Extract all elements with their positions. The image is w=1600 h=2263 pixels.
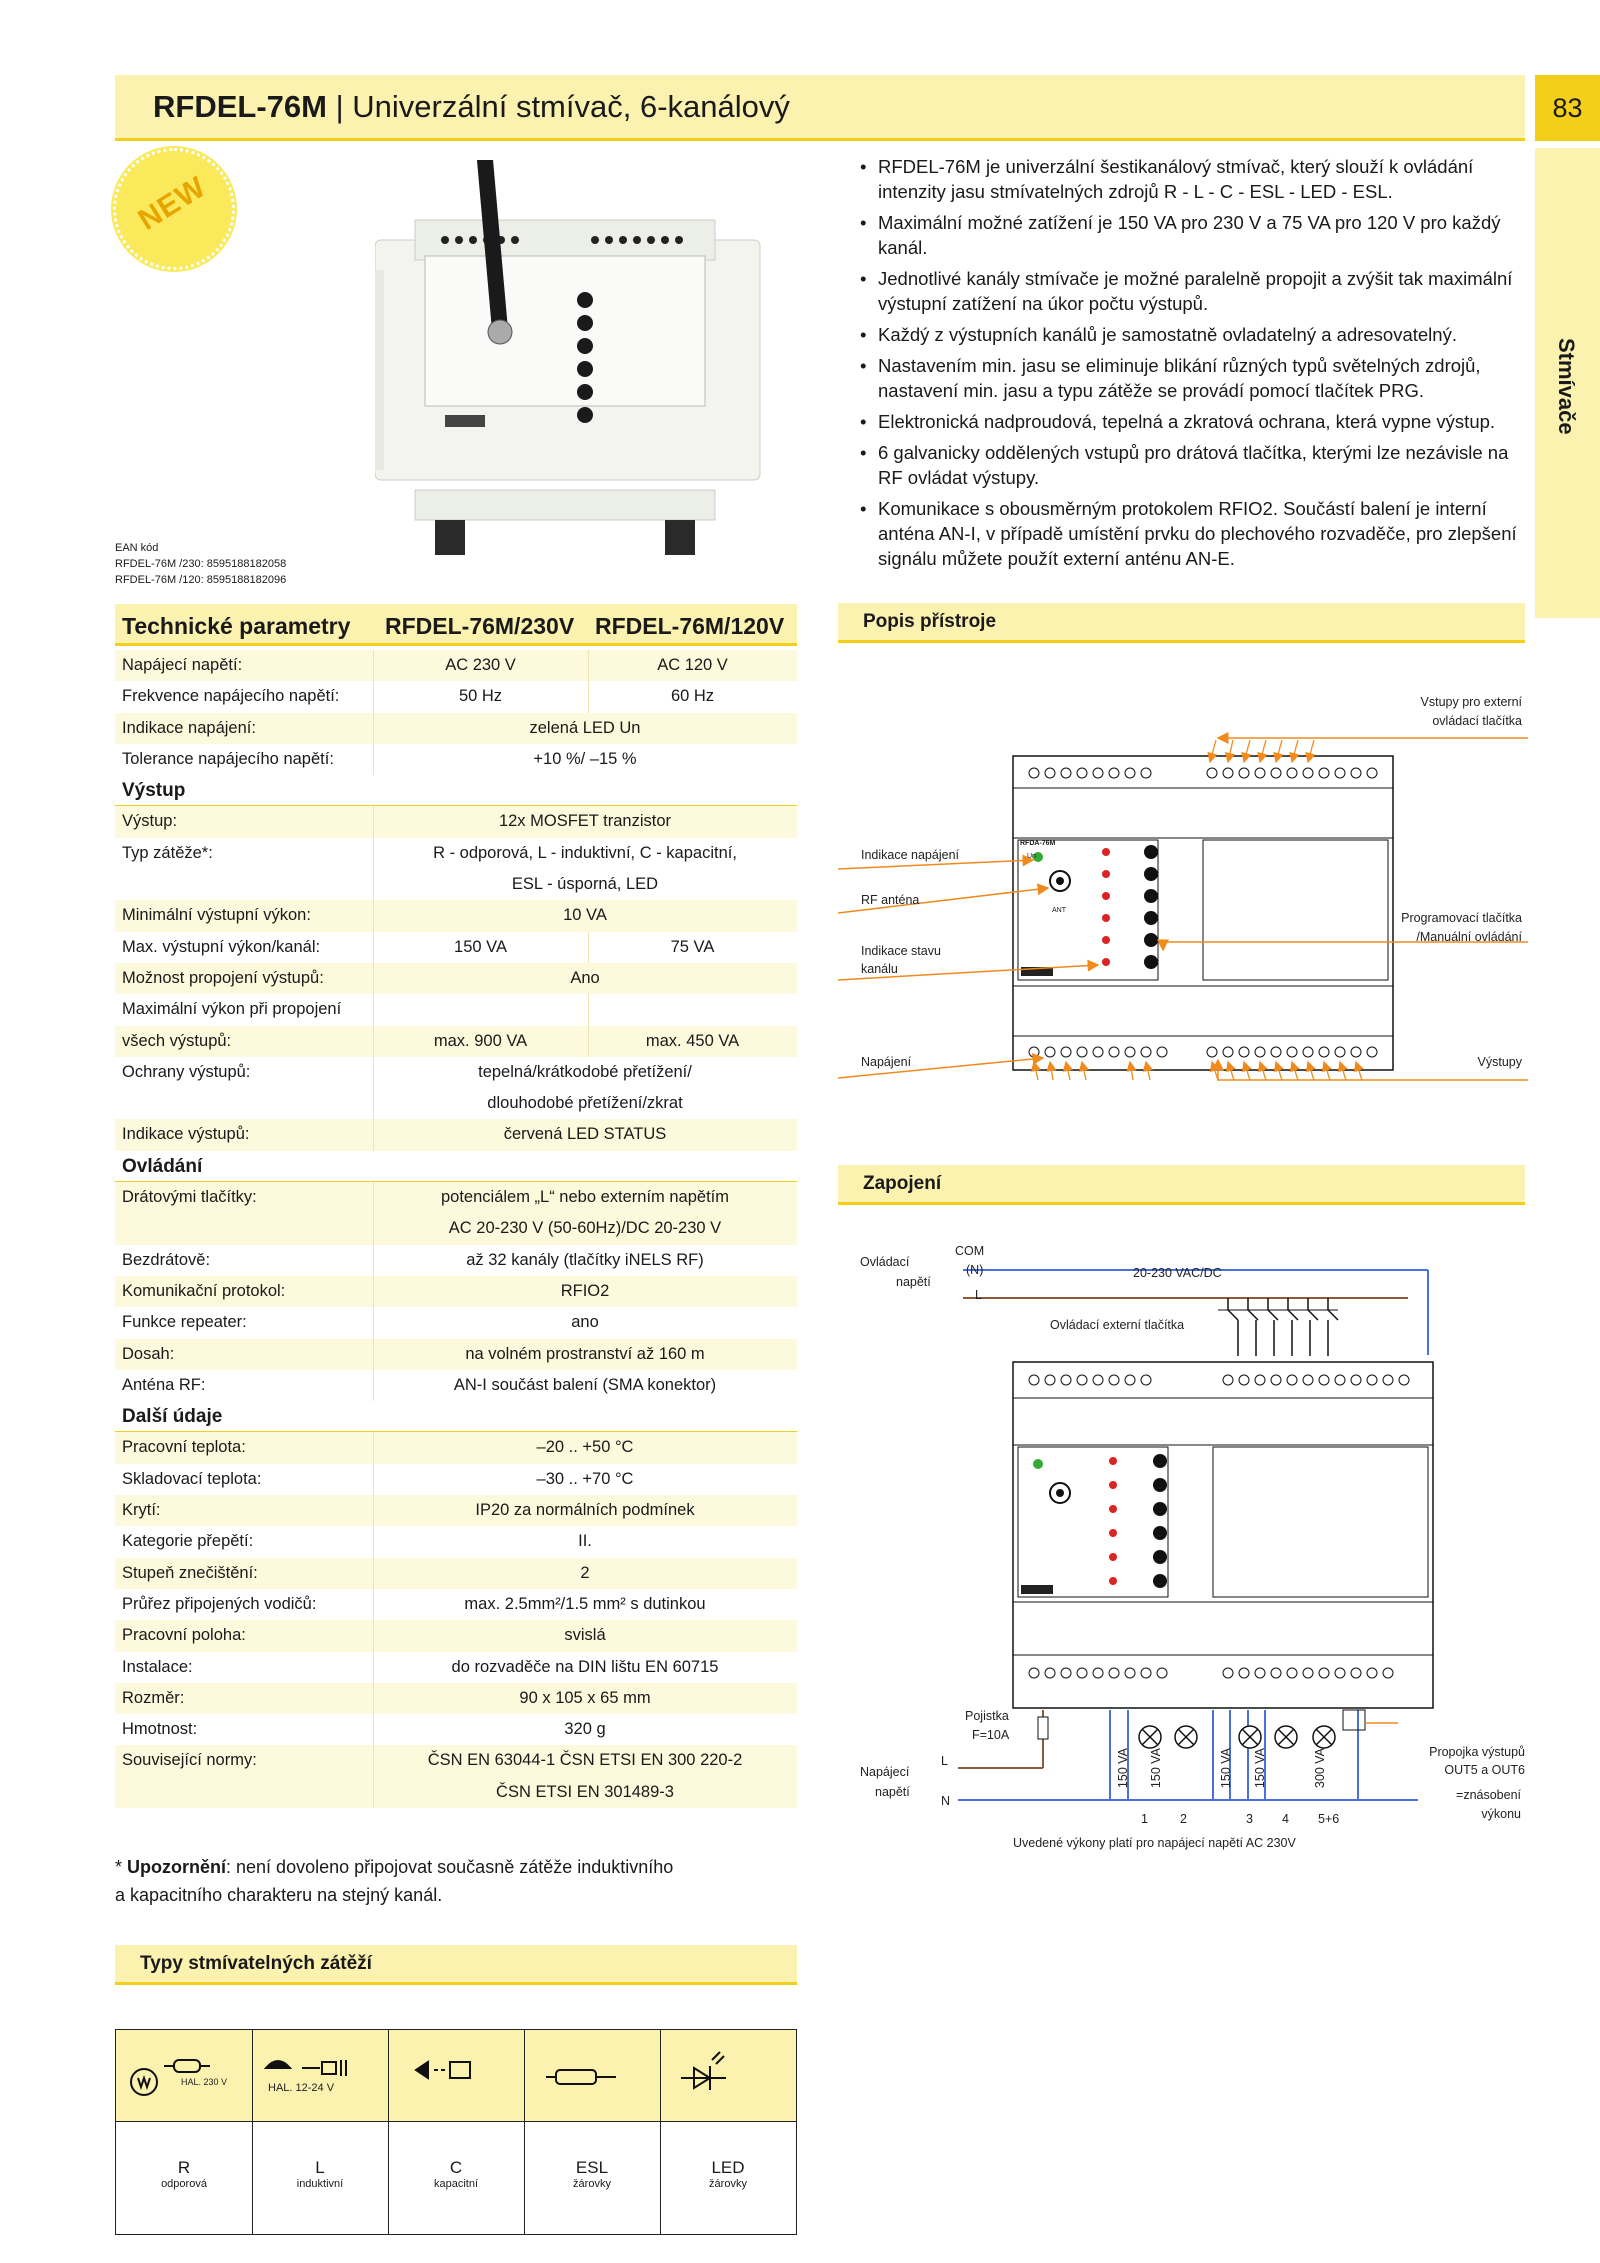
label-supply: Napájecí xyxy=(860,1765,910,1779)
channel-number: 3 xyxy=(1246,1812,1253,1826)
table-row: Ochrany výstupů: tepelná/krátkodobé přetížení/ xyxy=(115,1057,797,1088)
feature-item: • Elektronická nadproudová, tepelná a zkratová ochrana, která vypne výstup. xyxy=(858,409,1523,434)
table-row: Kategorie přepětí: II. xyxy=(115,1526,797,1557)
va-label: 300 VA xyxy=(1313,1748,1327,1789)
table-row: Funkce repeater: ano xyxy=(115,1307,797,1338)
table-row: Krytí: IP20 za normálních podmínek xyxy=(115,1495,797,1526)
load-type-1: L induktivní xyxy=(296,2158,344,2190)
page-title: RFDEL-76M | Univerzální stmívač, 6-kanálový xyxy=(153,89,790,124)
load-type-4: LED žárovky xyxy=(709,2158,747,2190)
table-row: Pracovní teplota: –20 .. +50 °C xyxy=(115,1432,797,1463)
table-row: Rozměr: 90 x 105 x 65 mm xyxy=(115,1683,797,1714)
page-number: 83 xyxy=(1535,75,1600,141)
table-row: Maximální výkon při propojení xyxy=(115,994,797,1025)
wiring-footer: Uvedené výkony platí pro napájecí napětí AC 230V xyxy=(1013,1836,1296,1850)
table-row: Související normy: ČSN EN 63044-1 ČSN ETSI EN 300 220-2 xyxy=(115,1745,797,1776)
table-row: ESL - úsporná, LED xyxy=(115,869,797,900)
table-row: Ovládání xyxy=(115,1151,797,1182)
load-symbols xyxy=(116,2030,798,2122)
va-label: 150 VA xyxy=(1253,1748,1267,1789)
va-label: 150 VA xyxy=(1116,1748,1130,1789)
table-row: Anténa RF: AN-I součást balení (SMA konektor) xyxy=(115,1370,797,1401)
table-row: Indikace výstupů: červená LED STATUS xyxy=(115,1119,797,1150)
zapojeni-title: Zapojení xyxy=(838,1165,1525,1205)
label-power: Napájení xyxy=(861,1055,912,1069)
label-control-voltage: Ovládací xyxy=(860,1255,910,1269)
table-row: Skladovací teplota: –30 .. +70 °C xyxy=(115,1464,797,1495)
table-row: Tolerance napájecího napětí: +10 %/ –15 % xyxy=(115,744,797,775)
table-row: Napájecí napětí: AC 230 V AC 120 V xyxy=(115,650,797,681)
feature-item: • Jednotlivé kanály stmívače je možné paralelně propojit a zvýšit tak maximální výstupní zatížení na úkor počtu výstupů. xyxy=(858,266,1523,316)
table-row: Frekvence napájecího napětí: 50 Hz 60 Hz xyxy=(115,681,797,712)
va-label: 150 VA xyxy=(1219,1748,1233,1789)
channel-number: 1 xyxy=(1141,1812,1148,1826)
device-description-diagram xyxy=(838,680,1528,1090)
product-photo xyxy=(375,160,765,560)
table-row: AC 20-230 V (50-60Hz)/DC 20-230 V xyxy=(115,1213,797,1244)
channel-number: 4 xyxy=(1282,1812,1289,1826)
page-header xyxy=(115,75,1525,141)
loads-table: HAL. 230 V HAL. 12-24 V R odporová L induktivní C kapacitní ESL žárovky LED žárovky xyxy=(115,2029,797,2235)
label-rf-antenna: RF anténa xyxy=(861,893,920,907)
channel-number: 2 xyxy=(1180,1812,1187,1826)
tech-table-header: Technické parametry RFDEL-76M/230V RFDEL-76M/120V xyxy=(115,604,797,646)
channel-number: 5+6 xyxy=(1318,1812,1340,1826)
table-row: Indikace napájení: zelená LED Un xyxy=(115,713,797,744)
table-row: všech výstupů: max. 900 VA max. 450 VA xyxy=(115,1026,797,1057)
table-row: Pracovní poloha: svislá xyxy=(115,1620,797,1651)
table-row: Další údaje xyxy=(115,1401,797,1432)
feature-item: • RFDEL-76M je univerzální šestikanálový stmívač, který slouží k ovládání intenzity jasu stmívatelných zdrojů R - L - C - ESL - LED - ESL. xyxy=(858,154,1523,204)
table-row: Instalace: do rozvaděče na DIN lištu EN 60715 xyxy=(115,1652,797,1683)
table-row: Stupeň znečištění: 2 xyxy=(115,1558,797,1589)
load-type-3: ESL žárovky xyxy=(573,2158,611,2190)
label-ext-buttons: Ovládací externí tlačítka xyxy=(1050,1318,1185,1332)
ean-codes: EAN kód RFDEL-76M /230: 8595188182058 RFDEL-76M /120: 8595188182096 xyxy=(115,542,287,586)
table-row: Možnost propojení výstupů: Ano xyxy=(115,963,797,994)
feature-item: • Maximální možné zatížení je 150 VA pro 230 V a 75 VA pro 120 V pro každý kanál. xyxy=(858,210,1523,260)
table-row: Drátovými tlačítky: potenciálem „L“ nebo externím napětím xyxy=(115,1182,797,1213)
loads-title: Typy stmívatelných zátěží xyxy=(115,1945,797,1985)
table-row: Výstup: 12x MOSFET tranzistor xyxy=(115,806,797,837)
va-label: 150 VA xyxy=(1149,1748,1163,1789)
label-outputs: Výstupy xyxy=(1477,1055,1522,1069)
label-power-indication: Indikace napájení xyxy=(861,848,959,862)
table-row: dlouhodobé přetížení/zkrat xyxy=(115,1088,797,1119)
table-row: Komunikační protokol: RFIO2 xyxy=(115,1276,797,1307)
feature-item: • Komunikace s obousměrným protokolem RFIO2. Součástí balení je interní anténa AN-I, v případě umístění prvku do plechového rozvaděče, pro zlepšení signálu můžete použít externí anténu AN-E. xyxy=(858,496,1523,571)
side-tab: Stmívače xyxy=(1535,148,1600,618)
table-row: Typ zátěže*: R - odporová, L - induktivní, C - kapacitní, xyxy=(115,838,797,869)
feature-item: • Každý z výstupních kanálů je samostatně ovladatelný a adresovatelný. xyxy=(858,322,1523,347)
label-channel-status: Indikace stavu xyxy=(861,944,941,958)
load-type-2: C kapacitní xyxy=(433,2158,479,2190)
table-row: Výstup xyxy=(115,775,797,806)
feature-item: • Nastavením min. jasu se eliminuje blikání různých typů světelných zdrojů, nastavení min. jasu a typu zátěže se provádí pomocí tlačítek PRG. xyxy=(858,353,1523,403)
feature-item: • 6 galvanicky oddělených vstupů pro drátová tlačítka, kterými lze nezávisle na RF ovládat výstupy. xyxy=(858,440,1523,490)
feature-list xyxy=(858,154,1523,577)
label-bridge: Propojka výstupů xyxy=(1429,1745,1525,1759)
load-type-0: R odporová xyxy=(161,2158,207,2190)
table-row: ČSN ETSI EN 301489-3 xyxy=(115,1777,797,1808)
warning-note: * Upozornění: není dovoleno připojovat současně zátěže induktivního a kapacitního charakteru na stejný kanál. xyxy=(115,1857,674,1905)
table-row: Max. výstupní výkon/kanál: 150 VA 75 VA xyxy=(115,932,797,963)
label-prg-buttons: Programovací tlačítka xyxy=(1401,911,1522,925)
new-badge: NEW xyxy=(113,148,235,270)
table-row: Průřez připojených vodičů: max. 2.5mm²/1.5 mm² s dutinkou xyxy=(115,1589,797,1620)
label-ext-inputs: Vstupy pro externí xyxy=(1420,695,1522,709)
table-row: Dosah: na volném prostranství až 160 m xyxy=(115,1339,797,1370)
table-row: Hmotnost: 320 g xyxy=(115,1714,797,1745)
popis-title: Popis přístroje xyxy=(838,603,1525,643)
tech-params-table xyxy=(115,604,797,1808)
table-row: Minimální výstupní výkon: 10 VA xyxy=(115,900,797,931)
label-fuse: Pojistka xyxy=(965,1709,1009,1723)
table-row: Bezdrátově: až 32 kanály (tlačítky iNELS RF) xyxy=(115,1245,797,1276)
label-vac: 20-230 VAC/DC xyxy=(1133,1266,1222,1280)
